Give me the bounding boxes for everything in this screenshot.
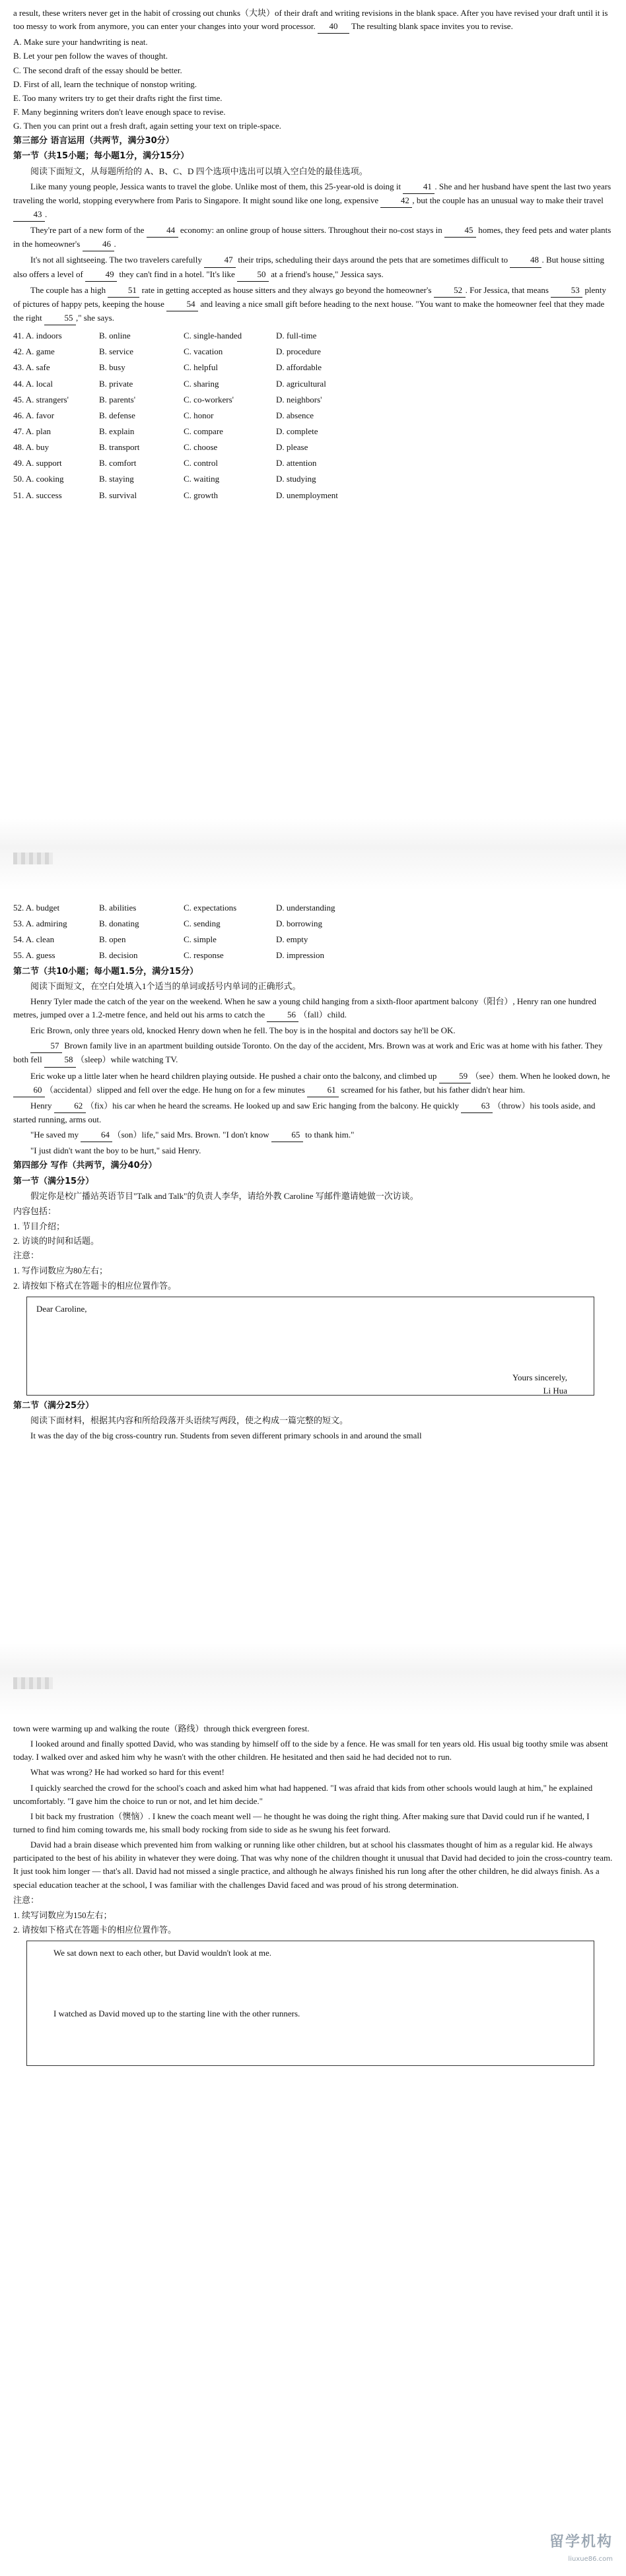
grammar-paragraph: "He saved my 64 （son）life," said Mrs. Brown. "I don't know 65 to thank him." [13, 1128, 613, 1142]
writing1-note: 2. 请按如下格式在答题卡的相应位置作答。 [13, 1280, 177, 1291]
writing1-content-label: 内容包括： [13, 1206, 57, 1216]
page-gap [0, 818, 626, 891]
choice-row-53: 53. A. admiring B. donating C. sending D. borrowing [13, 918, 323, 929]
blank-43: 43 [13, 208, 45, 222]
blank-44: 44 [147, 224, 178, 238]
choice-row-45: 45. A. strangers' B. parents' C. co-workers' D. neighbors' [13, 394, 322, 404]
writing2-note-label: 注意： [13, 1894, 40, 1905]
option-c: C. The second draft of the essay should be better. [13, 65, 182, 75]
page-3 [0, 1716, 626, 2576]
choice-row-50: 50. A. cooking B. staying C. waiting D. studying [13, 474, 316, 484]
choice-row-46: 46. A. favor B. defense C. honor D. absence [13, 410, 314, 420]
grammar-paragraph: Henry 62 （fix）his car when he heard the screams. He looked up and saw Eric hanging from the balcony. He quickly 63 （throw）his tools aside, and started running, arms out. [13, 1100, 596, 1124]
blank-63: 63 [461, 1099, 493, 1113]
letter-answer-box [26, 1297, 594, 1396]
blank-54: 54 [166, 298, 198, 311]
cloze-paragraph: They're part of a new form of the 44 economy: an online group of house sitters. Throughout their no-cost stays in 45 homes, they feed pets and water plants in the homeowner's 46 . [13, 224, 613, 251]
blank-59: 59 [439, 1070, 471, 1083]
section2-title: 第二节（共10小题；每小题1.5分，满分15分） [13, 966, 199, 977]
writing2-prompt: 阅读下面材料，根据其内容和所给段落开头语续写两段，使之构成一篇完整的短文。 [30, 1415, 349, 1425]
blank-52: 52 [434, 284, 466, 298]
option-d: D. First of all, learn the technique of nonstop writing. [13, 79, 197, 89]
blank-45: 45 [444, 224, 476, 238]
writing2-note: 1. 续写词数应为150左右； [13, 1910, 112, 1920]
scan-mark [13, 1677, 53, 1689]
blank-57: 57 [30, 1039, 62, 1053]
story-paragraph: What was wrong? He had worked so hard for this event! [30, 1767, 225, 1778]
story-paragraph: town were warming up and walking the route（路线）through thick evergreen forest. [13, 1723, 310, 1733]
option-f: F. Many beginning writers don't leave enough space to revise. [13, 106, 226, 117]
grammar-passage [13, 995, 613, 1158]
blank-42: 42 [380, 194, 412, 208]
blank-49: 49 [85, 268, 117, 282]
cloze-paragraph: Like many young people, Jessica wants to travel the globe. Unlike most of them, this 25-year-old is doing it 41 . She and her husband have spent the last two years traveling the world, stopping everywhere from Paris to Singapore. It might sound like one long, expensive 42 , but the couple has an unusual way to make their travel 43 . [13, 180, 613, 222]
blank-53: 53 [551, 284, 582, 298]
story-paragraph: David had a brain disease which prevented him from walking or running like other children, but at school his classmates thought of him as a regular kid. He always participated to the best of his ability in whatever they were doing. That was why none of the children thought it unusual that David had decided to join the cross-country team. It just took him longer — that's all. David had not missed a single practice, and although he always finished his run long after the other children, he did always finish. As a special education teacher at the school, I was familiar with the challenges David faced and was proud of his strong determination. [13, 1840, 613, 1890]
writing1-note-label: 注意： [13, 1250, 40, 1261]
sentence-options [13, 36, 613, 133]
choice-row-54: 54. A. clean B. open C. simple D. empty [13, 934, 308, 945]
option-g: G. Then you can print out a fresh draft, again setting your text on triple-space. [13, 121, 281, 131]
page-2 [0, 891, 626, 1716]
blank-64: 64 [81, 1128, 112, 1142]
blank-55: 55 [44, 311, 76, 325]
blank-60: 60 [13, 1083, 45, 1097]
letter-signer: Li Hua [543, 1385, 567, 1396]
section1-title: 第一节（共15小题；每小题1分，满分15分） [13, 151, 190, 162]
blank-50: 50 [237, 268, 269, 282]
blank-47: 47 [204, 253, 236, 267]
story-opening: It was the day of the big cross-country run. Students from seven different primary schools in and around the small [30, 1430, 422, 1440]
section1-instructions: 阅读下面短文，从每题所给的 A、B、C、D 四个选项中选出可以填入空白处的最佳选项。 [30, 166, 368, 176]
section2-instructions: 阅读下面短文，在空白处填入1个适当的单词或括号内单词的正确形式。 [30, 981, 301, 991]
blank-51: 51 [108, 284, 139, 298]
blank-48: 48 [510, 253, 541, 267]
choice-row-51: 51. A. success B. survival C. growth D. unemployment [13, 490, 338, 500]
cloze-choices [13, 329, 613, 502]
choice-row-41: 41. A. indoors B. online C. single-handed D. full-time [13, 331, 317, 341]
paragraph-starter-1: We sat down next to each other, but David wouldn't look at me. [53, 1948, 272, 1958]
writing1-title: 第一节（满分15分） [13, 1176, 94, 1186]
choice-row-55: 55. A. guess B. decision C. response D. impression [13, 950, 324, 961]
writing2-title: 第二节（满分25分） [13, 1400, 94, 1411]
choice-row-48: 48. A. buy B. transport C. choose D. please [13, 442, 308, 453]
letter-greeting: Dear Caroline, [36, 1303, 87, 1314]
story-passage [13, 1722, 613, 1892]
blank-58: 58 [44, 1053, 76, 1067]
cloze-choices-continued [13, 901, 613, 963]
writing1-prompt: 假定你是校广播站英语节目"Talk and Talk"的负责人李华，请给外教 Caroline 写邮件邀请她做一次访谈。 [30, 1190, 419, 1201]
grammar-paragraph: Eric Brown, only three years old, knocked Henry down when he fell. The boy is in the hospital and doctors say he'll be OK. [30, 1025, 456, 1036]
choice-row-49: 49. A. support B. comfort C. control D. attention [13, 458, 317, 468]
choice-row-47: 47. A. plan B. explain C. compare D. complete [13, 426, 318, 436]
story-paragraph: I looked around and finally spotted David, who was standing by himself off to the side by a fence. He was small for ten years old. His usual big toothy smile was absent today. I walked over and asked him why he wasn't with the other children. He hesitated and then said he had decided not to run. [13, 1739, 608, 1762]
blank-62: 62 [54, 1099, 86, 1113]
option-a: A. Make sure your handwriting is neat. [13, 37, 148, 48]
part3-title: 第三部分 语言运用（共两节，满分30分） [13, 136, 174, 146]
cloze-passage [13, 180, 613, 325]
writing1-note: 1. 写作词数应为80左右； [13, 1266, 108, 1276]
site-watermark: 留学机构 liuxue86.com [549, 2534, 613, 2563]
blank-56: 56 [267, 1008, 298, 1022]
cloze-paragraph: The couple has a high 51 rate in getting accepted as house sitters and they always go beyond the homeowner's 52 . For Jessica, that means 53 plenty of pictures of happy pets, keeping the house 54 and leaving a nice small gift before heading to the next house. "You want to make the homeowner feel that they made the right 55 ," she says. [13, 284, 613, 325]
cloze-paragraph: It's not all sightseeing. The two travelers carefully 47 their trips, scheduling their days around the pets that are sometimes difficult to 48 . But house sitting also offers a level of 49 they can't find in a hotel. "It's like 50 at a friend's house," Jessica says. [13, 253, 613, 281]
blank-46: 46 [83, 238, 114, 251]
choice-row-43: 43. A. safe B. busy C. helpful D. affordable [13, 362, 322, 373]
choice-row-52: 52. A. budget B. abilities C. expectations D. understanding [13, 903, 335, 913]
story-answer-box [26, 1941, 594, 2066]
page-1 [0, 0, 626, 891]
blank-65: 65 [271, 1128, 303, 1142]
choice-row-44: 44. A. local B. private C. sharing D. agricultural [13, 378, 326, 389]
blank-61: 61 [307, 1083, 339, 1097]
grammar-paragraph: Henry Tyler made the catch of the year on the weekend. When he saw a young child hanging from a sixth-floor apartment balcony（阳台）, Henry ran one hundred metres, jumped over a 1.2-metre fence, and held out his arms to catch the 56 （fall）child. [13, 995, 613, 1022]
scan-mark [13, 853, 53, 864]
page-gap [0, 1643, 626, 1716]
grammar-paragraph: 57 Brown family live in an apartment building outside Toronto. On the day of the accident, Mrs. Brown was at work and Eric was at home with his father. They both fell 58 （sleep）while watching TV. [13, 1039, 613, 1067]
story-paragraph: I quickly searched the crowd for the school's coach and asked him what had happened. "I was afraid that kids from other schools would laugh at him," he explained uncomfortably. "I gave him the choice to run or not, and let him decide." [13, 1782, 593, 1806]
option-b: B. Let your pen follow the waves of thought. [13, 51, 168, 61]
letter-closing: Yours sincerely, [512, 1372, 567, 1382]
grammar-paragraph: "I just didn't want the boy to be hurt," said Henry. [30, 1145, 201, 1156]
intro-paragraph: a result, these writers never get in the habit of crossing out chunks（大块）of their draft and writing revisions in the blank space. After you have revised your draft until it is too messy to work from anymore, you can enter your changes into your word processor. 40 The resulting blank space invites you to revise. [13, 7, 613, 34]
grammar-paragraph: Eric woke up a little later when he heard children playing outside. He pushed a chair onto the balcony, and climbed up 59 （see）them. When he looked down, he 60 （accidental）slipped and fell over the edge. He hung on for a few minutes 61 screamed for his father, but his father didn't hear him. [13, 1070, 613, 1097]
writing1-point: 1. 节目介绍； [13, 1221, 65, 1231]
writing2-note: 2. 请按如下格式在答题卡的相应位置作答。 [13, 1924, 177, 1935]
story-paragraph: I bit back my frustration（懊恼）. I knew the coach meant well — he thought he was doing the right thing. After making sure that David could run if he wanted, I turned to find him coming towards me, his small body rocking from side to side as he swung his feet forward. [13, 1811, 590, 1834]
paragraph-starter-2: I watched as David moved up to the starting line with the other runners. [53, 2009, 300, 2019]
option-e: E. Too many writers try to get their drafts right the first time. [13, 92, 223, 103]
blank-40: 40 [318, 20, 349, 34]
blank-41: 41 [403, 180, 435, 194]
choice-row-42: 42. A. game B. service C. vacation D. procedure [13, 346, 321, 357]
part4-title: 第四部分 写作（共两节，满分40分） [13, 1161, 157, 1171]
writing1-point: 2. 访谈的时间和话题。 [13, 1236, 100, 1246]
